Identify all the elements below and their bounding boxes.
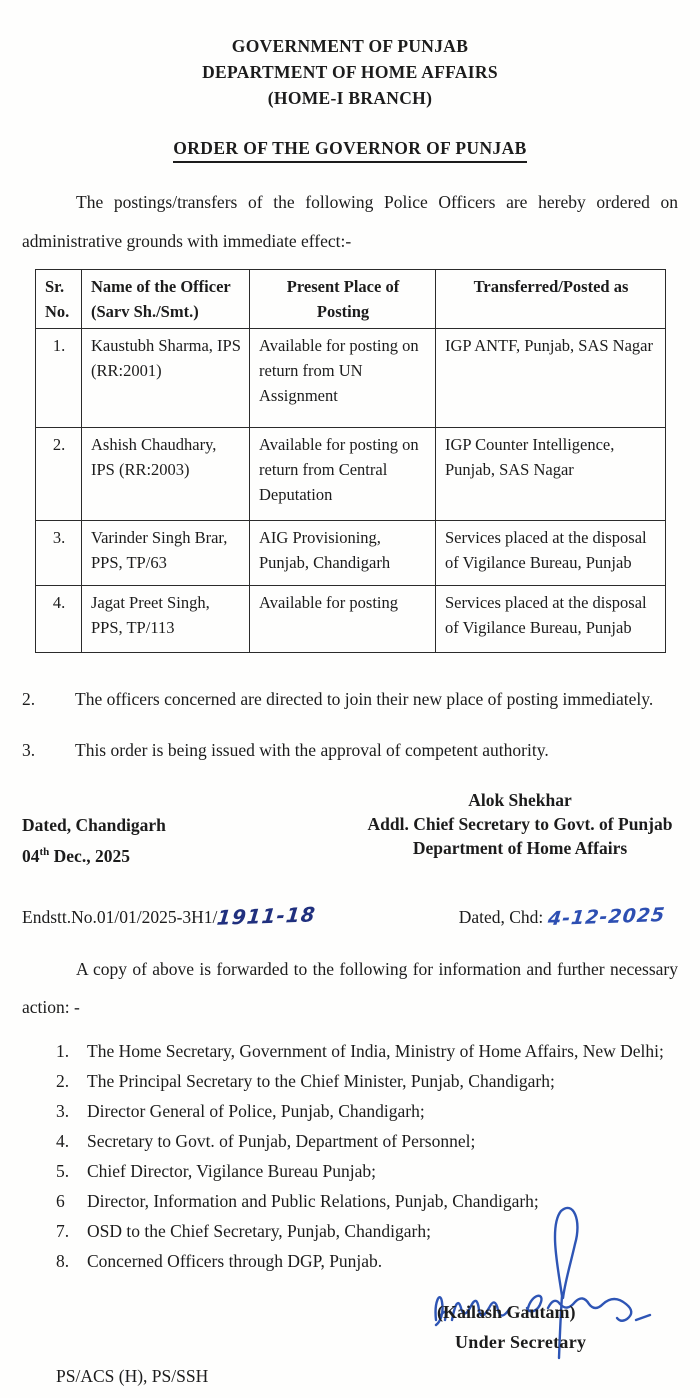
- signatory-department: Department of Home Affairs: [412, 838, 628, 858]
- endorsement-row: [22, 902, 667, 931]
- officer-transfer-table: [35, 269, 666, 653]
- table-row: [36, 586, 666, 653]
- list-item-text: Concerned Officers through DGP, Punjab.: [87, 1251, 383, 1271]
- list-item-number: 7.: [56, 1221, 70, 1241]
- list-item: [56, 1096, 680, 1126]
- table-row: [36, 329, 666, 428]
- list-item: [56, 1246, 680, 1276]
- cell-sr: 4.: [36, 586, 82, 653]
- table-body: [36, 329, 666, 653]
- cell-transferred: Services placed at the disposal of Vigilance Bureau, Punjab: [436, 521, 666, 586]
- header-transferred: Transferred/Posted as: [436, 270, 666, 329]
- table-row: [36, 521, 666, 586]
- list-item-text: The Principal Secretary to the Chief Minister, Punjab, Chandigarh;: [87, 1071, 555, 1091]
- order-title-wrap: [0, 138, 700, 163]
- cell-present: Available for posting on return from Central Deputation: [250, 428, 436, 521]
- footer-note: PS/ACS (H), PS/SSH: [56, 1366, 209, 1386]
- cell-name: Ashish Chaudhary, IPS (RR:2003): [82, 428, 250, 521]
- endorsement-number: [22, 904, 316, 928]
- signature-printed-name: (Kailash Gautam): [437, 1302, 576, 1322]
- para-2: [22, 680, 678, 719]
- para-2-number: 2.: [22, 689, 36, 709]
- cell-sr: 2.: [36, 428, 82, 521]
- forward-note: A copy of above is forwarded to the following for information and further necessary action: -: [22, 959, 678, 1017]
- cell-transferred: IGP ANTF, Punjab, SAS Nagar: [436, 329, 666, 428]
- list-item-number: 5.: [56, 1161, 70, 1181]
- date-day: 04: [22, 845, 40, 866]
- list-item-text: Secretary to Govt. of Punjab, Department of Personnel;: [87, 1131, 476, 1151]
- letterhead-branch: (HOME-I BRANCH): [267, 88, 433, 108]
- endorsement-number-label: Endstt.No.01/01/2025-3H1/: [22, 907, 218, 927]
- dateline-block: [22, 812, 166, 870]
- list-item: [56, 1156, 680, 1186]
- cell-name: Kaustubh Sharma, IPS (RR:2001): [82, 329, 250, 428]
- cell-name: Varinder Singh Brar, PPS, TP/63: [82, 521, 250, 586]
- header-officer-name: Name of the Officer (Sarv Sh./Smt.): [82, 270, 250, 329]
- list-item: [56, 1036, 680, 1066]
- para-2-text: The officers concerned are directed to join their new place of posting immediately.: [75, 689, 654, 709]
- list-item: [56, 1066, 680, 1096]
- list-item-number: 4.: [56, 1131, 70, 1151]
- table-row: [36, 428, 666, 521]
- signatory-designation: Addl. Chief Secretary to Govt. of Punjab: [367, 814, 673, 834]
- endorsement-number-handwritten: 1911-18: [216, 902, 318, 930]
- signature-block: [0, 1276, 700, 1362]
- endorsement-date: [458, 903, 667, 931]
- cell-present: AIG Provisioning, Punjab, Chandigarh: [250, 521, 436, 586]
- table-header-row: [36, 270, 666, 329]
- cell-transferred: Services placed at the disposal of Vigilance Bureau, Punjab: [436, 586, 666, 653]
- cell-present: Available for posting on return from UN Assignment: [250, 329, 436, 428]
- letterhead: [0, 33, 700, 111]
- header-present-posting: Present Place of Posting: [250, 270, 436, 329]
- header-sr-no: Sr. No.: [36, 270, 82, 329]
- signatory-row: [0, 786, 700, 882]
- date-rest: Dec., 2025: [49, 845, 130, 866]
- list-item-number: 2.: [56, 1071, 70, 1091]
- signatory-name: Alok Shekhar: [468, 790, 572, 810]
- cell-present: Available for posting: [250, 586, 436, 653]
- cell-name: Jagat Preet Singh, PPS, TP/113: [82, 586, 250, 653]
- cell-sr: 3.: [36, 521, 82, 586]
- date-ordinal: th: [39, 846, 50, 858]
- para-3-number: 3.: [22, 740, 36, 760]
- endorsement-date-label: Dated, Chd:: [458, 907, 544, 927]
- letterhead-department: DEPARTMENT OF HOME AFFAIRS: [202, 62, 498, 82]
- list-item-number: 6: [56, 1191, 65, 1211]
- para-3-text: This order is being issued with the approval of competent authority.: [75, 740, 549, 760]
- para-3: [22, 731, 678, 770]
- list-item-text: The Home Secretary, Government of India, Ministry of Home Affairs, New Delhi;: [87, 1041, 664, 1061]
- cell-sr: 1.: [36, 329, 82, 428]
- distribution-list: [56, 1036, 680, 1276]
- list-item-number: 3.: [56, 1101, 70, 1121]
- list-item-number: 8.: [56, 1251, 70, 1271]
- intro-paragraph: The postings/transfers of the following Police Officers are hereby ordered on administrative grounds with immediate effect:-: [22, 192, 678, 251]
- dateline-place: Dated, Chandigarh: [22, 815, 166, 835]
- endorsement-date-handwritten: 4-12-2025: [546, 903, 667, 931]
- list-item: [56, 1126, 680, 1156]
- list-item-text: Director, Information and Public Relations, Punjab, Chandigarh;: [87, 1191, 539, 1211]
- dateline-date: [22, 839, 166, 870]
- list-item-number: 1.: [56, 1041, 70, 1061]
- list-item: [56, 1216, 680, 1246]
- signature-designation: Under Secretary: [455, 1332, 587, 1352]
- cell-transferred: IGP Counter Intelligence, Punjab, SAS Nagar: [436, 428, 666, 521]
- letterhead-government: GOVERNMENT OF PUNJAB: [231, 36, 469, 56]
- signatory-block: [350, 788, 690, 860]
- table-header: [36, 270, 666, 329]
- list-item-text: Director General of Police, Punjab, Chandigarh;: [87, 1101, 425, 1121]
- list-item-text: OSD to the Chief Secretary, Punjab, Chandigarh;: [87, 1221, 431, 1241]
- order-title: ORDER OF THE GOVERNOR OF PUNJAB: [173, 138, 527, 163]
- list-item-text: Chief Director, Vigilance Bureau Punjab;: [87, 1161, 377, 1181]
- list-item: [56, 1186, 680, 1216]
